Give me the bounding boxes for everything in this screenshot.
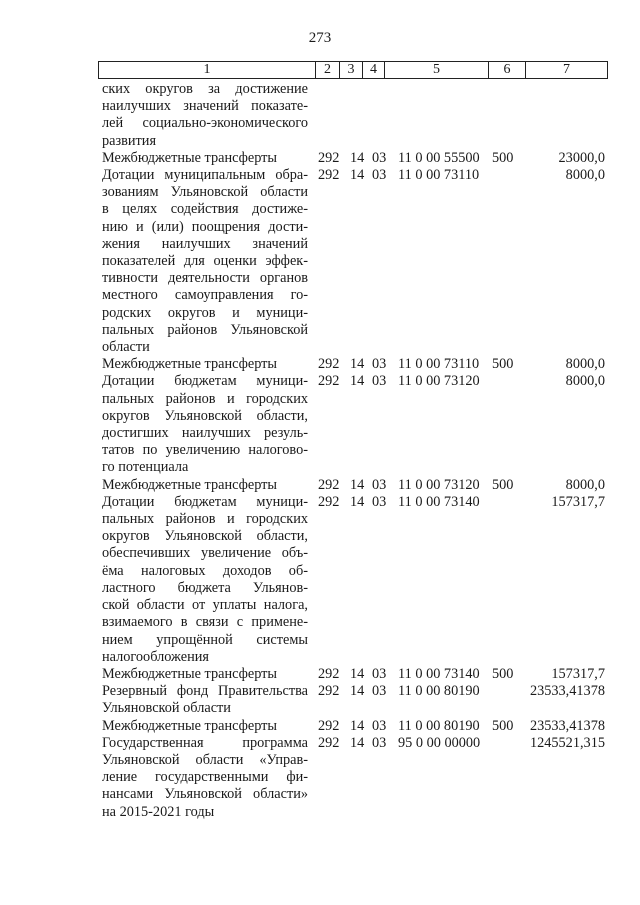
row-amount: 8000,0	[565, 373, 605, 390]
row-name-line: показателей для оценки эффек-	[102, 253, 308, 270]
row-name-line: ластного бюджета Ульянов-	[102, 579, 308, 596]
table-row	[0, 356, 640, 373]
code-gr: 292	[318, 665, 340, 682]
code-gr: 292	[318, 373, 340, 390]
code-gr: 292	[318, 149, 340, 166]
row-name	[102, 356, 308, 373]
header-col-2: 2	[316, 62, 340, 78]
code-vr: 500	[492, 356, 514, 373]
code-vr: 500	[492, 476, 514, 493]
row-name-line: Межбюджетные трансферты	[102, 665, 278, 682]
row-name-line: округов Ульяновской области,	[102, 407, 308, 424]
row-name-line: лей социально-экономического	[102, 115, 308, 132]
table-row	[0, 373, 640, 476]
code-csr: 95 0 00 00000	[398, 734, 481, 751]
table-header	[98, 61, 608, 79]
row-name-line: взимаемого в связи с примене-	[102, 614, 308, 631]
row-name-line: Дотации бюджетам муници-	[102, 493, 308, 510]
code-pr: 03	[372, 734, 387, 751]
code-pr: 03	[372, 683, 387, 700]
row-name	[102, 494, 308, 666]
code-pr: 03	[372, 373, 387, 390]
code-csr: 11 0 00 73120	[398, 373, 480, 390]
row-name-line: Дотации бюджетам муници-	[102, 373, 308, 390]
budget-table-body	[0, 81, 640, 821]
row-name-line: пальных районов Ульяновской	[102, 321, 308, 338]
row-name-line: ление государственными фи-	[102, 769, 308, 786]
code-gr: 292	[318, 167, 340, 184]
row-name-line: родских округов и муници-	[102, 304, 308, 321]
code-pr: 03	[372, 717, 387, 734]
code-gr: 292	[318, 683, 340, 700]
row-name-line: го потенциала	[102, 459, 189, 476]
table-row	[0, 718, 640, 735]
header-col-6: 6	[489, 62, 526, 78]
row-name	[102, 683, 308, 717]
code-csr: 11 0 00 80190	[398, 717, 480, 734]
row-name-line: Межбюджетные трансферты	[102, 717, 278, 734]
row-name-line: зованиям Ульяновской области	[102, 184, 308, 201]
row-name-line: татов по увеличению налогово-	[102, 442, 308, 459]
code-rz: 14	[350, 149, 365, 166]
code-rz: 14	[350, 476, 365, 493]
row-name-line: пальных районов и городских	[102, 390, 308, 407]
code-pr: 03	[372, 149, 387, 166]
row-amount: 23000,0	[558, 149, 605, 166]
row-name-line: Межбюджетные трансферты	[102, 476, 278, 493]
row-name-line: области	[102, 339, 150, 356]
row-amount: 8000,0	[565, 356, 605, 373]
table-row	[0, 735, 640, 821]
header-col-4: 4	[363, 62, 385, 78]
row-name-line: Дотации муниципальным обра-	[102, 167, 308, 184]
row-name-line: пальных районов и городских	[102, 511, 308, 528]
code-gr: 292	[318, 476, 340, 493]
header-col-1: 1	[99, 62, 316, 78]
row-name-line: на 2015-2021 годы	[102, 803, 215, 820]
code-csr: 11 0 00 55500	[398, 149, 480, 166]
code-csr: 11 0 00 73110	[398, 356, 480, 373]
row-amount: 8000,0	[565, 476, 605, 493]
page-number: 273	[308, 30, 332, 46]
row-name	[102, 150, 308, 167]
row-name-line: ёма налоговых доходов об-	[102, 562, 308, 579]
code-rz: 14	[350, 373, 365, 390]
code-vr: 500	[492, 717, 514, 734]
code-vr: 500	[492, 665, 514, 682]
row-name	[102, 167, 308, 356]
row-name	[102, 477, 308, 494]
row-amount: 157317,7	[551, 493, 605, 510]
code-rz: 14	[350, 665, 365, 682]
code-rz: 14	[350, 734, 365, 751]
code-csr: 11 0 00 73140	[398, 493, 480, 510]
code-pr: 03	[372, 476, 387, 493]
code-rz: 14	[350, 717, 365, 734]
code-gr: 292	[318, 734, 340, 751]
row-name-line: жения наилучших значений	[102, 235, 308, 252]
row-amount: 1245521,315	[529, 734, 605, 751]
row-name-line: развития	[102, 132, 157, 149]
code-csr: 11 0 00 73140	[398, 665, 480, 682]
code-pr: 03	[372, 493, 387, 510]
row-name-line: налогообложения	[102, 648, 209, 665]
row-amount: 23533,41378	[529, 717, 605, 734]
row-name	[102, 735, 308, 821]
row-name	[102, 373, 308, 476]
code-csr: 11 0 00 80190	[398, 683, 480, 700]
code-rz: 14	[350, 167, 365, 184]
row-name-line: Межбюджетные трансферты	[102, 356, 278, 373]
row-name-line: ских округов за достижение	[102, 81, 308, 97]
row-name-line: местного самоуправления го-	[102, 287, 308, 304]
table-row	[0, 150, 640, 167]
header-col-7: 7	[563, 62, 570, 77]
row-name	[102, 81, 308, 150]
code-rz: 14	[350, 683, 365, 700]
row-name-line: наилучших значений показате-	[102, 98, 308, 115]
table-row	[0, 167, 640, 356]
row-name	[102, 718, 308, 735]
row-name	[102, 666, 308, 683]
code-gr: 292	[318, 493, 340, 510]
code-gr: 292	[318, 356, 340, 373]
row-name-line: Государственная программа	[102, 734, 308, 751]
row-amount: 157317,7	[551, 665, 605, 682]
code-csr: 11 0 00 73110	[398, 167, 480, 184]
code-vr: 500	[492, 149, 514, 166]
row-name-line: нансами Ульяновской области»	[102, 786, 308, 803]
row-name-line: Ульяновской области «Управ-	[102, 751, 308, 768]
table-row	[0, 81, 640, 150]
code-csr: 11 0 00 73120	[398, 476, 480, 493]
row-name-line: округов Ульяновской области,	[102, 528, 308, 545]
header-col-5: 5	[385, 62, 489, 78]
code-gr: 292	[318, 717, 340, 734]
row-name-line: в целях содействия достиже-	[102, 201, 308, 218]
row-name-line: достигших наилучших резуль-	[102, 425, 308, 442]
code-pr: 03	[372, 356, 387, 373]
row-amount: 23533,41378	[529, 683, 605, 700]
row-name-line: Ульяновской области	[102, 700, 231, 717]
code-rz: 14	[350, 356, 365, 373]
row-name-line: ской области от уплаты налога,	[102, 597, 308, 614]
code-pr: 03	[372, 167, 387, 184]
code-rz: 14	[350, 493, 365, 510]
header-col-3: 3	[340, 62, 363, 78]
row-name-line: нием упрощённой системы	[102, 631, 308, 648]
row-name-line: Межбюджетные трансферты	[102, 149, 278, 166]
code-pr: 03	[372, 665, 387, 682]
row-name-line: обеспечивших увеличение объ-	[102, 545, 308, 562]
table-row	[0, 494, 640, 666]
table-row	[0, 477, 640, 494]
table-row	[0, 683, 640, 717]
row-name-line: Резервный фонд Правительства	[102, 683, 308, 700]
row-name-line: нию и (или) поощрения дости-	[102, 218, 308, 235]
table-row	[0, 666, 640, 683]
row-amount: 8000,0	[565, 167, 605, 184]
row-name-line: тивности деятельности органов	[102, 270, 308, 287]
